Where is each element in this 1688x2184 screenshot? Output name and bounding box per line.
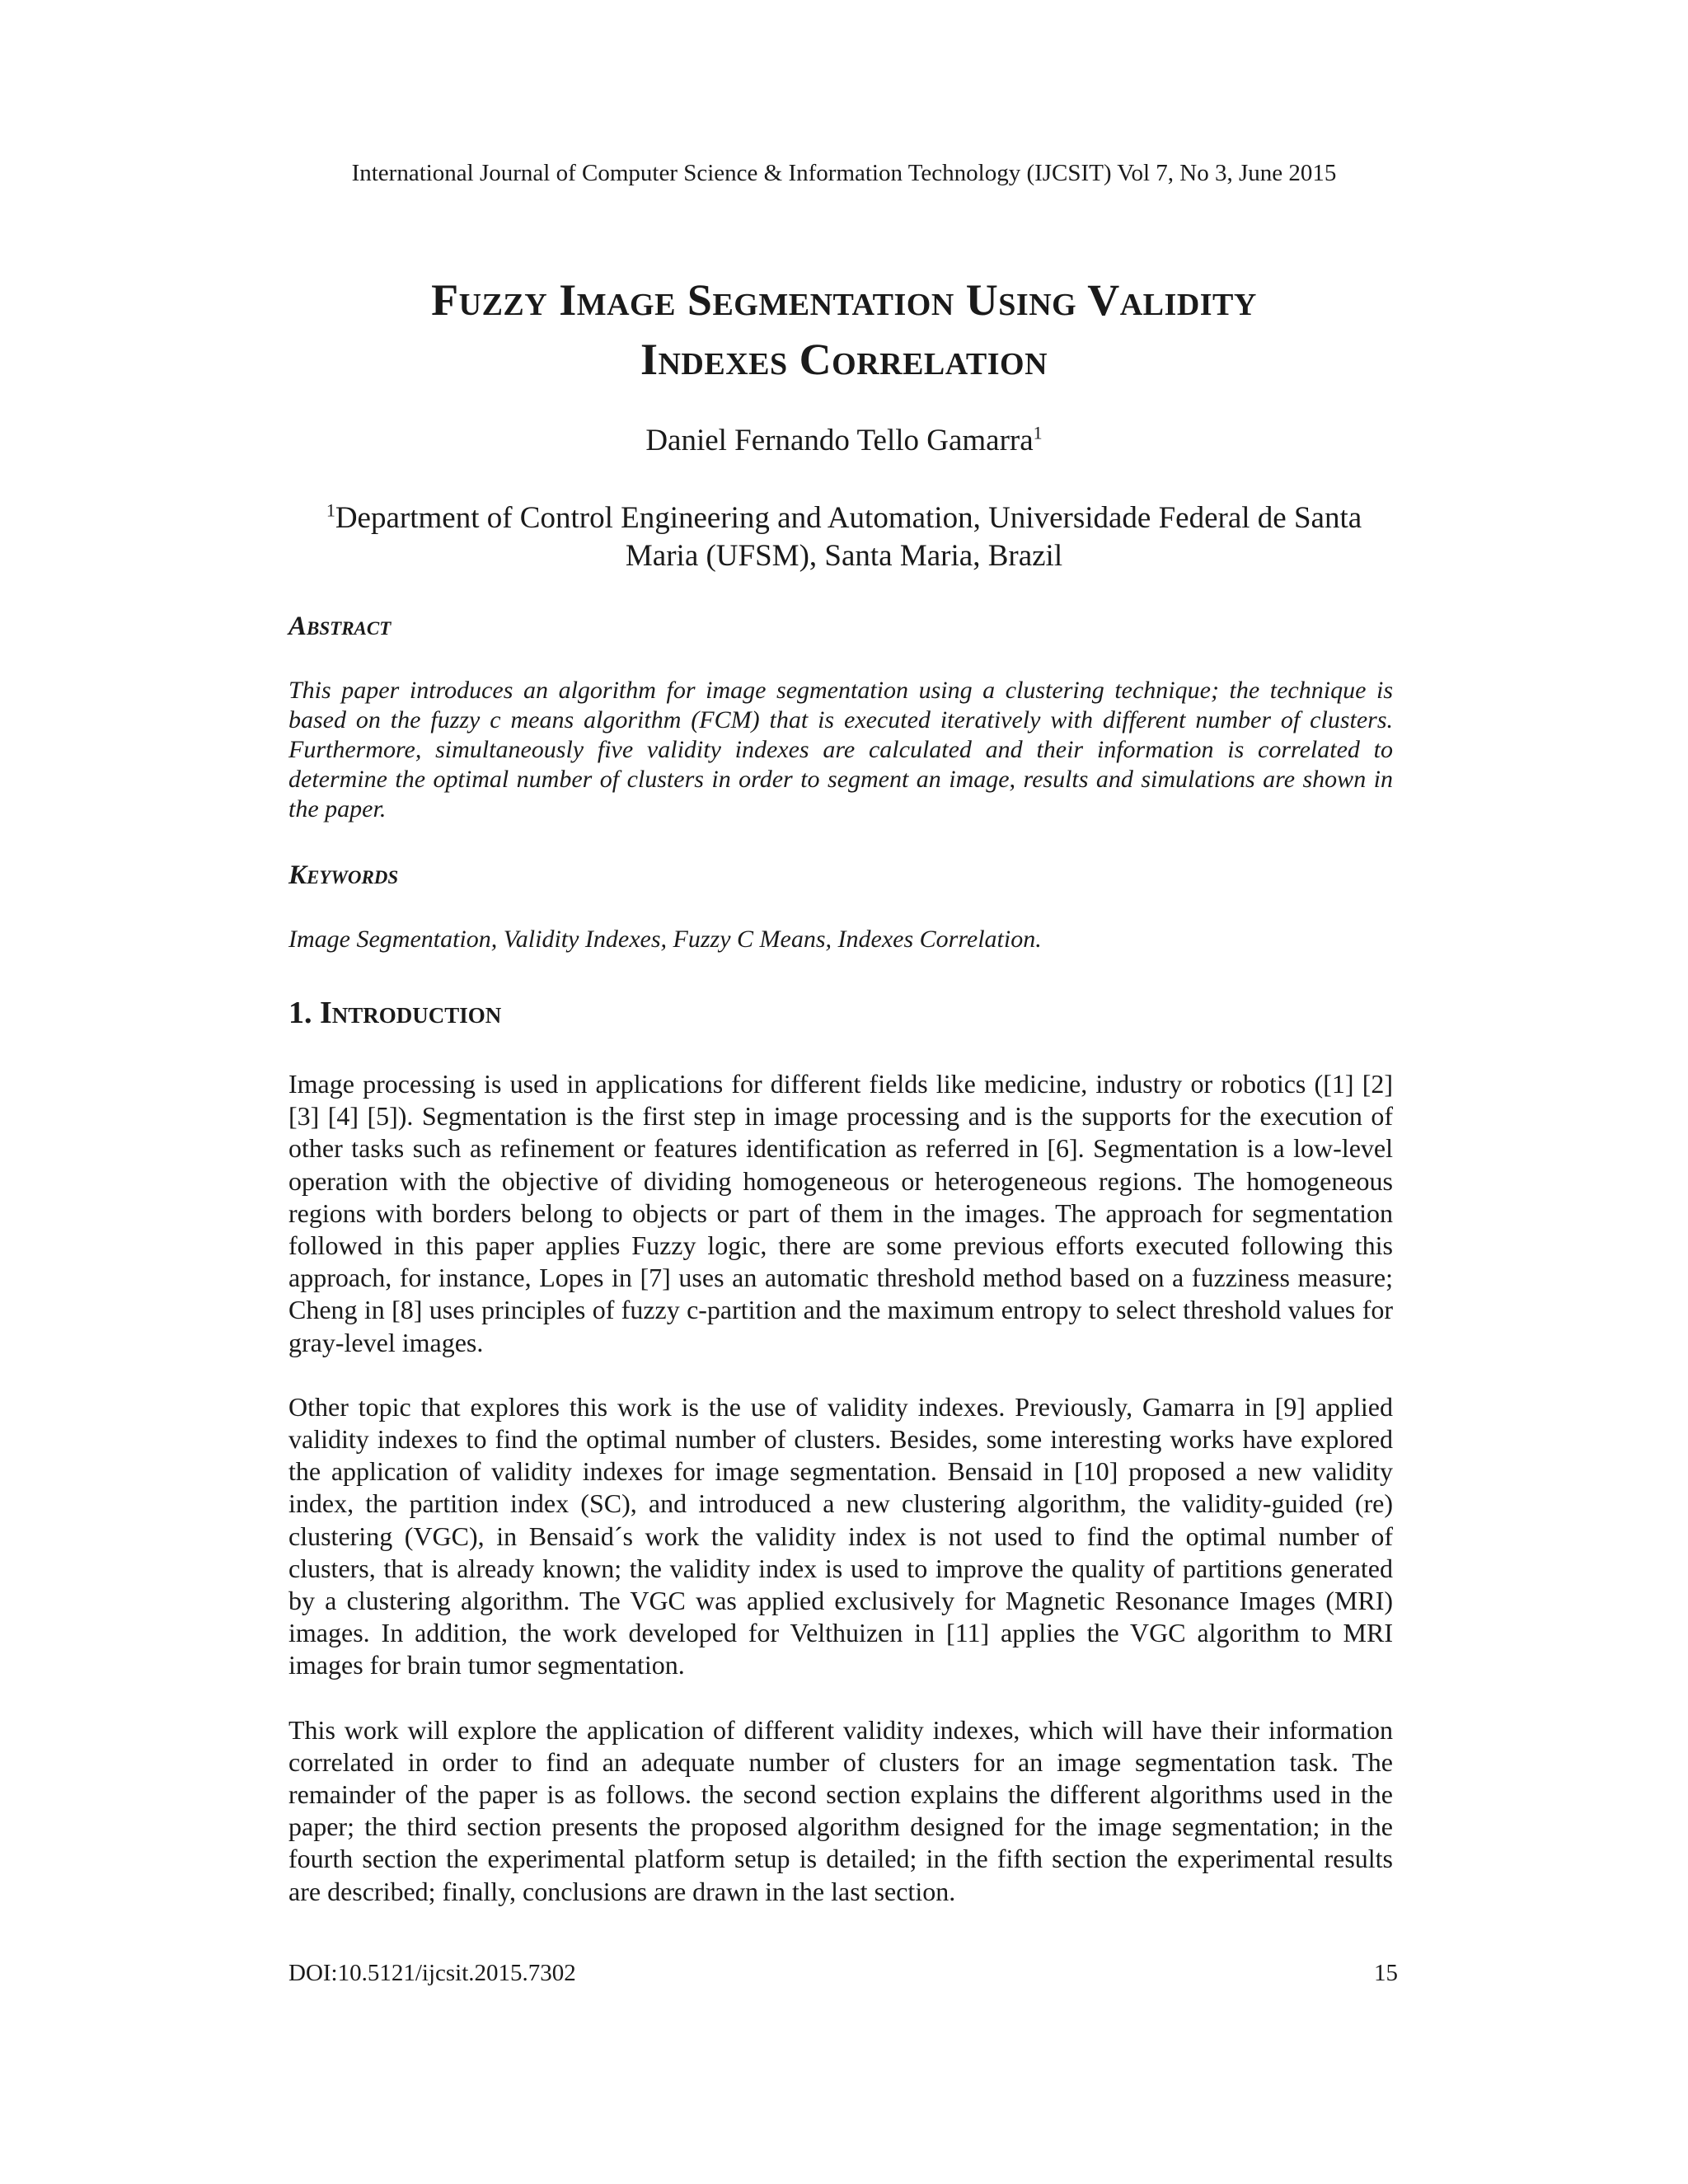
affiliation-superscript: 1 [326,499,335,521]
footer-doi: DOI:10.5121/ijcsit.2015.7302 [288,1960,576,1986]
introduction-body [288,1068,1393,1940]
footer-page-number: 15 [1374,1960,1398,1986]
keywords-text: Image Segmentation, Validity Indexes, Fuzzy C Means, Indexes Correlation. [288,926,1042,953]
title-line-1: Fuzzy Image Segmentation Using Validity [431,275,1257,325]
title-line-2: Indexes Correlation [640,335,1048,384]
author-superscript: 1 [1033,422,1043,443]
keywords-heading: Keywords [288,860,399,890]
intro-paragraph-1: Image processing is used in applications for different fields like medicine, industry or robotics ([1] [2] [3] [4] [5]). Segmentation is the first step in image processing and is the supports for the execution of other tasks such as refinement or features identification as referred in [6]. Segmentation is a low-level operation with the objective of dividing homogeneous or heterogeneous regions. The homogeneous regions with borders belong to objects or part of them in the images. The approach for segmentation followed in this paper applies Fuzzy logic, there are some previous efforts executed following this approach, for instance, Lopes in [7] uses an automatic threshold method based on a fuzziness measure; Cheng in [8] uses principles of fuzzy c-partition and the maximum entropy to select threshold values for gray-level images. [288,1069,1393,1357]
abstract-text: This paper introduces an algorithm for image segmentation using a clustering technique; the technique is based on the fuzzy c means algorithm (FCM) that is executed iteratively with different number of clusters. Furthermore, simultaneously five validity indexes are calculated and their information is correlated to determine the optimal number of clusters in order to segment an image, results and simulations are shown in the paper. [288,677,1393,823]
abstract-heading: Abstract [288,612,392,641]
introduction-heading: 1. Introduction [288,996,502,1030]
affiliation [297,499,1391,575]
affiliation-text: Department of Control Engineering and Automation, Universidade Federal de Santa Maria (UFSM), Santa Maria, Brazil [335,501,1362,573]
paper-title [247,270,1441,389]
intro-paragraph-3: This work will explore the application of different validity indexes, which will have their information correlated in order to find an adequate number of clusters for an image segmentation task. The remainder of the paper is as follows. the second section explains the different algorithms used in the paper; the third section presents the proposed algorithm designed for the image segmentation; in the fourth section the experimental platform setup is detailed; in the fifth section the experimental results are described; finally, conclusions are drawn in the last section. [288,1714,1393,1906]
intro-paragraph-2: Other topic that explores this work is the use of validity indexes. Previously, Gamarra in [9] applied validity indexes to find the optimal number of clusters. Besides, some interesting works have explored the application of validity indexes for image segmentation. Bensaid in [10] proposed a new validity index, the partition index (SC), and introduced a new clustering algorithm, the validity-guided (re) clustering (VGC), in Bensaid´s work the validity index is not used to find the optimal number of clusters, that is already known; the validity index is used to improve the quality of partitions generated by a clustering algorithm. The VGC was applied exclusively for Magnetic Resonance Images (MRI) images. In addition, the work developed for Velthuizen in [11] applies the VGC algorithm to MRI images for brain tumor segmentation. [288,1391,1393,1680]
author-name: Daniel Fernando Tello Gamarra [645,424,1034,457]
running-header: International Journal of Computer Science & Information Technology (IJCSIT) Vol 7, No 3, June 2015 [351,160,1337,186]
author-line [0,422,1688,460]
